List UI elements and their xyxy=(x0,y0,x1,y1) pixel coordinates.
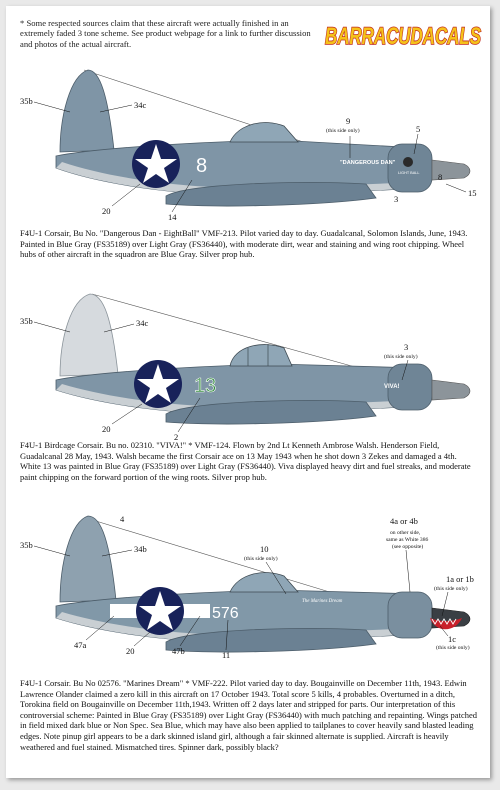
barracudacals-logo xyxy=(322,12,484,56)
side-number: 8 xyxy=(196,155,208,177)
caption-marines-dream: F4U-1 Corsair. Bu No 02576. "Marines Dream" * VMF-222. Pilot varied day to day. Bougainville on December 11th, 1943. Edwin Lawrence Olander claimed a zero kill in this aircraft on 17 October 1943. Total score 5 kills, 4 probables. Overturned in a ditch, Torokina field on Bougainville on December 11th,1943. Written off 2 days later and stripped for parts. Our interpretation of this controversial scheme: Painted in Blue Gray (FS35189) over Light Gray (FS36440) with much patching and repainting. Wings patched in field mixed dark blue or Non Spec. Sea Blue, which may have also been applied to tailplanes to cover heavily sand blasted leading edges. Note pinup girl appears to be a dark skinned island girl, although a fair skinned alternate is supplied. Aircraft is heavily weathered and fuel stained. Mismatched tires. Spinner dark, possibly black? xyxy=(20,678,477,752)
callout-5: 5 xyxy=(416,124,421,134)
callout-35b: 35b xyxy=(20,316,33,326)
callout-3: 3 xyxy=(394,194,399,204)
tail-fin xyxy=(60,294,118,376)
ball-text: LIGHT BALL xyxy=(398,171,420,175)
eight-ball xyxy=(403,157,413,167)
caption-dangerous-dan: F4U-1 Corsair, Bu No. "Dangerous Dan - EightBall" VMF-213. Pilot varied day to day. Guadalcanal, Solomon Islands, June, 1943. Painted in Blue Gray (FS35189) over Light Gray (FS36440), with moderate dirt, wear and staining and wing root chipping. Wheel hubs of other aircraft in the squadron are Blue Gray. Silver prop hub. xyxy=(20,228,468,260)
antenna-wire xyxy=(92,294,366,370)
this-side-only-note: (this side only) xyxy=(244,556,278,562)
antenna-wire xyxy=(86,518,356,600)
callout-35b: 35b xyxy=(20,540,33,550)
callout-4: 4 xyxy=(120,514,125,524)
callout-34c: 34c xyxy=(136,318,149,328)
birdcage-canopy xyxy=(230,345,292,366)
callout-2: 2 xyxy=(174,432,179,442)
callout-8: 8 xyxy=(438,172,443,182)
caption-viva: F4U-1 Birdcage Corsair. Bu no. 02310. "VIVA!" * VMF-124. Flown by 2nd Lt Kenneth Ambrose Walsh. Henderson Field, Guadalcanal 28 May, 1943. Walsh became the first Corsair ace on 13 May 1943 when he shot down 3 Zekes and damaged a 4th. White 13 was painted in Blue Gray (FS35189) over Light Gray (FS36440). Viva displayed heavy dirt and fuel streaks, and moderate paint chipping on the forward portion of the wing roots. Silver prop hub. xyxy=(20,440,471,482)
top-note: * Some respected sources claim that these aircraft were actually finished in an extremely faded 3 tone scheme. See product webpage for a link to further discussion and photos of the actual aircraft. xyxy=(20,18,311,49)
canopy xyxy=(230,573,298,592)
callout-34b: 34b xyxy=(134,544,147,554)
callout-47a: 47a xyxy=(74,640,87,650)
callout-20: 20 xyxy=(102,206,111,216)
nose-art-text: VIVA! xyxy=(384,384,400,390)
callout-34c: 34c xyxy=(134,100,147,110)
nose-art-text: The Marines Dream xyxy=(302,599,343,604)
decal-instruction-sheet xyxy=(6,6,490,778)
opposite-note-line-3: (see opposite) xyxy=(392,544,424,550)
this-side-only-note: (this side only) xyxy=(326,128,360,134)
callout-9: 9 xyxy=(346,116,351,126)
callout-35b: 35b xyxy=(20,96,33,106)
this-side-only-note-2: (this side only) xyxy=(434,586,468,592)
tail-fin xyxy=(60,516,116,602)
callout-1a-1b: 1a or 1b xyxy=(446,574,474,584)
aircraft-profile-viva xyxy=(16,282,486,444)
callout-14: 14 xyxy=(168,212,177,222)
callout-11: 11 xyxy=(222,650,231,660)
callout-1c: 1c xyxy=(448,634,457,644)
callout-4a-4b: 4a or 4b xyxy=(390,516,418,526)
side-number: 576 xyxy=(212,605,239,622)
callout-3: 3 xyxy=(404,342,409,352)
callout-10: 10 xyxy=(260,544,269,554)
callout-47b: 47b xyxy=(172,646,185,656)
cowling xyxy=(388,144,432,192)
cowling xyxy=(388,592,432,638)
callout-20: 20 xyxy=(102,424,111,434)
tail-fin xyxy=(60,70,114,152)
aircraft-profile-dangerous-dan xyxy=(16,56,486,228)
this-side-only-note-3: (this side only) xyxy=(436,645,470,651)
opposite-note-line-2: same as White 386 xyxy=(386,537,429,543)
nose-art-text: "DANGEROUS DAN" xyxy=(340,160,396,166)
aircraft-profile-marines-dream xyxy=(16,508,486,676)
canopy xyxy=(230,123,298,142)
this-side-only-note: (this side only) xyxy=(384,354,418,360)
logo-text: BARRACUDACALS xyxy=(325,23,481,50)
callout-15: 15 xyxy=(468,188,477,198)
callout-20: 20 xyxy=(126,646,135,656)
opposite-note-line-1: on other side, xyxy=(390,530,421,536)
side-number: 13 xyxy=(194,375,217,397)
spinner xyxy=(432,380,470,400)
